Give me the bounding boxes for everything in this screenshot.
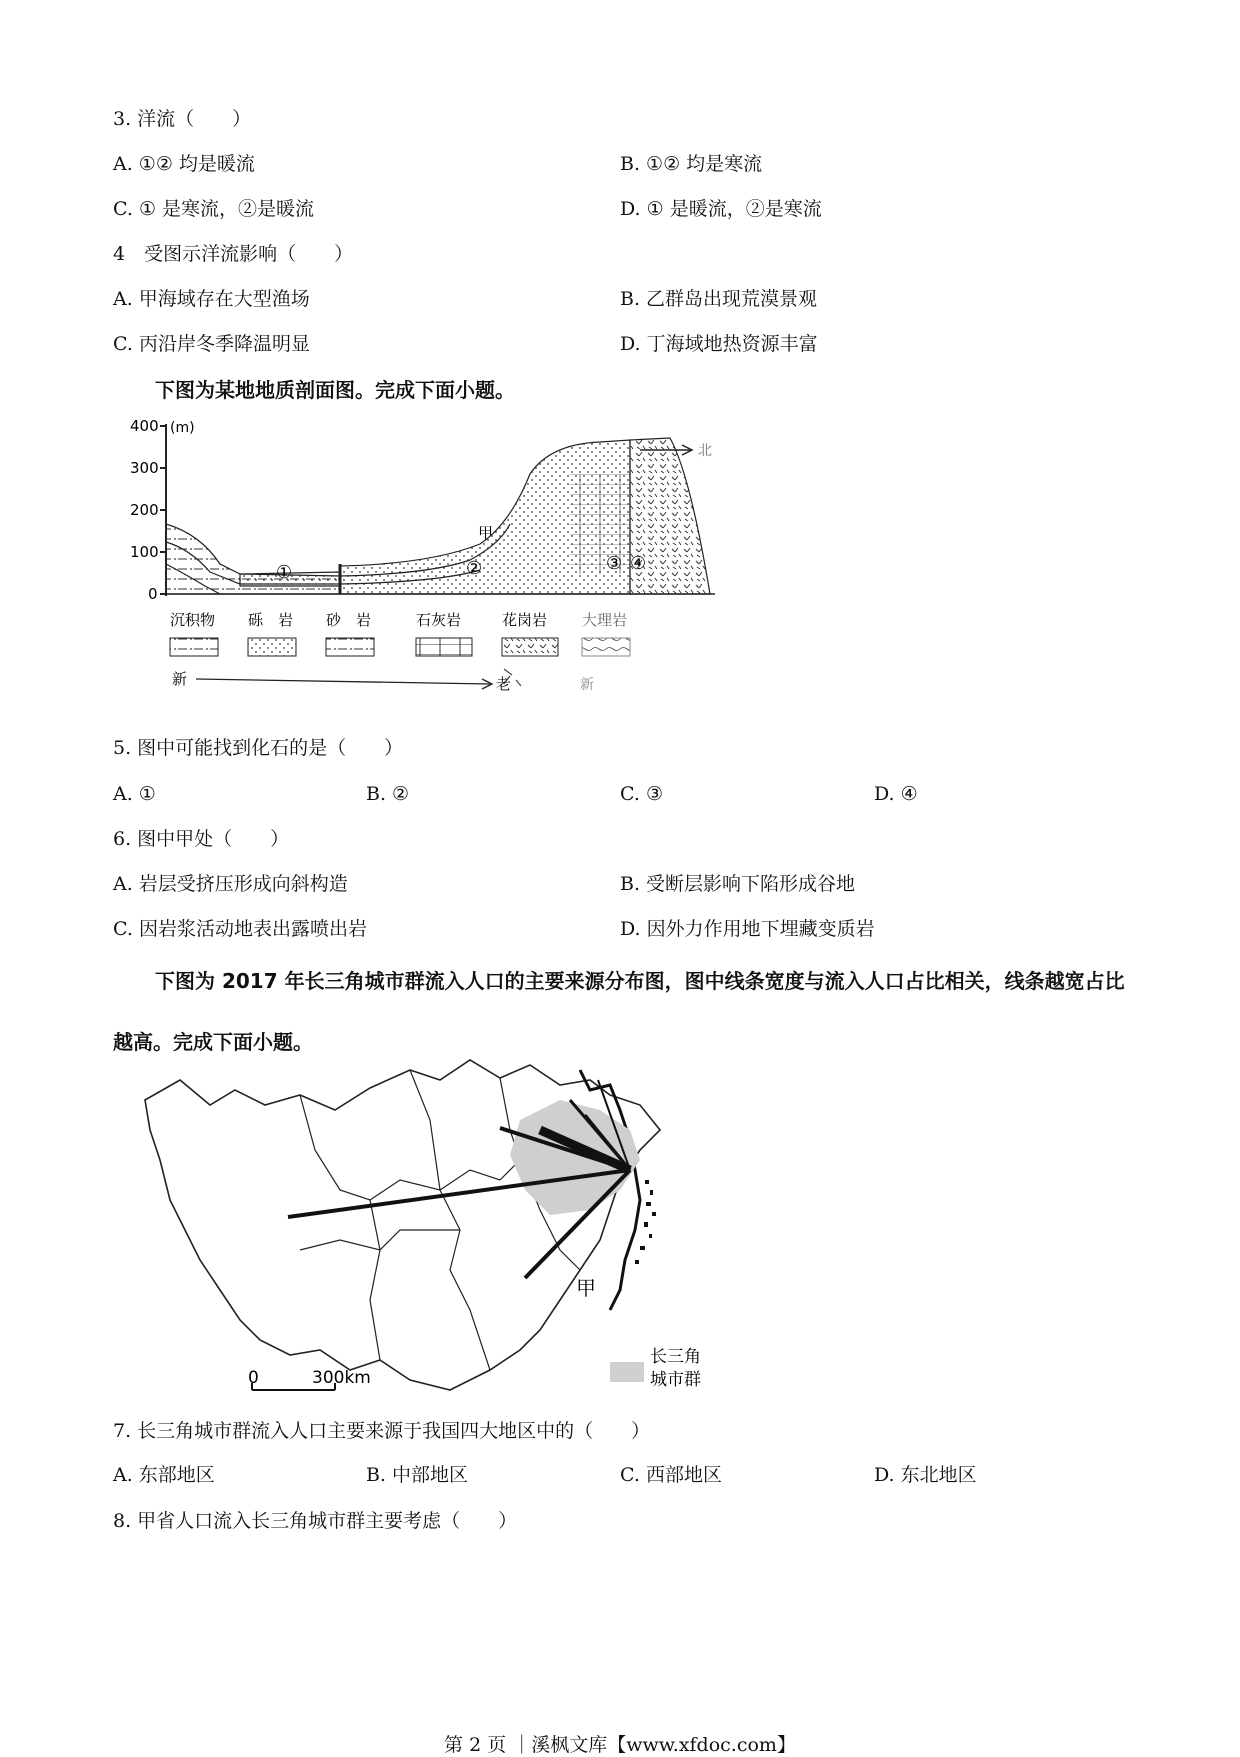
map-jia-label: 甲 — [576, 1276, 596, 1300]
layer-number-4: ④ — [630, 553, 647, 574]
population-intro: 下图为 2017 年长三角城市群流入人口的主要来源分布图，图中线条宽度与流入人口占比相关，线条越宽占比越高。完成下面小题。 — [113, 969, 1125, 1054]
q3-option-a: A. ①② 均是暖流 — [113, 153, 255, 175]
q4-option-d: D. 丁海域地热资源丰富 — [620, 333, 818, 355]
layer-number-1: ① — [276, 562, 293, 583]
q7-option-c: C. 西部地区 — [620, 1464, 722, 1486]
q5-stem: 5. 图中可能找到化石的是（ ） — [113, 737, 404, 759]
q7-stem: 7. 长三角城市群流入人口主要来源于我国四大地区中的（ ） — [113, 1420, 651, 1442]
q7-option-a: A. 东部地区 — [113, 1464, 215, 1486]
legend-label-conglomerate: 砾 岩 — [248, 611, 294, 629]
age-new-label: 新 — [172, 670, 188, 688]
scale-distance: 300km — [312, 1368, 371, 1388]
legend-swatch-sandstone — [326, 638, 374, 656]
layer-number-3: ③ — [606, 553, 623, 574]
q6-stem: 6. 图中甲处（ ） — [113, 828, 290, 850]
q4-option-a: A. 甲海域存在大型渔场 — [113, 288, 310, 310]
q4-option-c: C. 丙沿岸冬季降温明显 — [113, 333, 310, 355]
q6-option-b: B. 受断层影响下陷形成谷地 — [620, 873, 856, 895]
age-old-label: 老 — [496, 675, 512, 693]
q7-option-b: B. 中部地区 — [366, 1464, 469, 1486]
legend-label-sandstone: 砂 岩 — [326, 611, 372, 629]
y-tick-100: 100 — [130, 543, 159, 561]
legend-swatch-conglomerate — [248, 638, 296, 656]
legend-label-sediment: 沉积物 — [170, 611, 216, 629]
legend-label-limestone: 石灰岩 — [416, 611, 462, 629]
scale-zero: 0 — [248, 1368, 259, 1388]
legend-swatch-granite — [502, 638, 558, 656]
q7-option-d: D. 东北地区 — [874, 1464, 977, 1486]
page-footer: 第 2 页 ｜溪枫文库【www.xfdoc.com】 — [444, 1734, 796, 1756]
population-flow-map — [140, 1050, 760, 1400]
geology-cross-section-figure — [130, 414, 730, 699]
legend-swatch-limestone — [416, 638, 472, 656]
age-new-label-2: 新 — [580, 677, 594, 693]
q4-stem: 4 受图示洋流影响（ ） — [113, 243, 354, 265]
north-label: 北 — [698, 443, 712, 459]
legend-label-marble: 大理岩 — [582, 611, 628, 629]
legend-label-granite: 花岗岩 — [502, 611, 548, 629]
q6-option-d: D. 因外力作用地下埋藏变质岩 — [620, 918, 875, 940]
y-tick-0: 0 — [148, 585, 158, 603]
y-tick-400: 400 — [130, 417, 159, 435]
legend-label-line2: 城市群 — [650, 1370, 701, 1390]
legend-swatch-yrd — [610, 1362, 644, 1382]
legend-swatch-sediment — [170, 638, 218, 656]
legend-swatch-marble — [582, 638, 630, 656]
q5-option-b: B. ② — [366, 783, 410, 805]
y-unit: (m) — [170, 420, 195, 436]
geology-intro: 下图为某地地质剖面图。完成下面小题。 — [155, 378, 515, 402]
q3-option-b: B. ①② 均是寒流 — [620, 153, 763, 175]
q8-stem: 8. 甲省人口流入长三角城市群主要考虑（ ） — [113, 1510, 518, 1532]
q4-option-b: B. 乙群岛出现荒漠景观 — [620, 288, 818, 310]
q6-option-a: A. 岩层受挤压形成向斜构造 — [113, 873, 348, 895]
q3-option-c: C. ① 是寒流，②是暖流 — [113, 198, 315, 220]
q5-option-d: D. ④ — [874, 783, 918, 805]
y-tick-200: 200 — [130, 501, 159, 519]
y-tick-300: 300 — [130, 459, 159, 477]
legend-label-line1: 长三角 — [650, 1347, 701, 1367]
q5-option-c: C. ③ — [620, 783, 663, 805]
q5-option-a: A. ① — [113, 783, 156, 805]
q3-stem: 3. 洋流（ ） — [113, 108, 252, 130]
q3-option-d: D. ① 是暖流，②是寒流 — [620, 198, 822, 220]
q6-option-c: C. 因岩浆活动地表出露喷出岩 — [113, 918, 367, 940]
jia-label: 甲 — [478, 524, 494, 542]
layer-number-2: ② — [466, 558, 483, 579]
